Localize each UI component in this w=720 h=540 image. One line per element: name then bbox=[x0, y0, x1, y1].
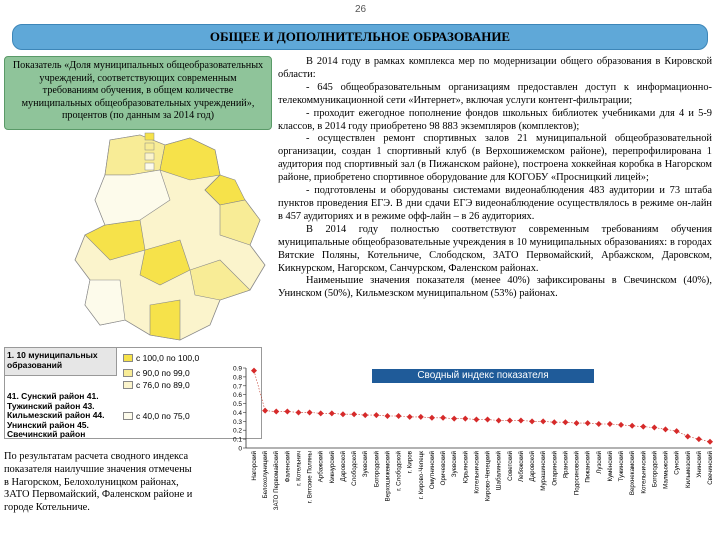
region-map bbox=[70, 130, 270, 345]
x-tick-label: Мурашинский bbox=[540, 451, 548, 491]
map-legend bbox=[4, 347, 262, 439]
y-tick-label: 0.9 bbox=[232, 365, 242, 373]
data-point bbox=[251, 368, 257, 374]
data-point bbox=[629, 423, 635, 429]
chart-title: Сводный индекс показателя bbox=[372, 369, 594, 383]
legend-swatch bbox=[123, 354, 133, 362]
x-tick-label: Опаринский bbox=[551, 451, 559, 486]
x-tick-label: Слободской bbox=[351, 451, 359, 486]
conclusion-text: По результатам расчета сводного индекса показателя наилучшие значения отмечены в Нагорском, Белохолуницком районах, ЗАТО Первомайский, Фаленском районе и городе Котельниче. bbox=[4, 451, 193, 514]
body-paragraph: - подготовлены и оборудованы системами видеонаблюдения 483 аудитории и 73 штаба пунктов проведения ЕГЭ. В дни сдачи ЕГЭ видеонаблюдение осуществлялось в режиме он-лайн в 457 аудиториях и в режиме офф-лайн – в 26 аудиториях. bbox=[278, 185, 712, 222]
page-number: 26 bbox=[355, 4, 367, 15]
x-tick-label: Лузский bbox=[595, 451, 603, 474]
body-paragraph: Наименьшие значения показателя (менее 40%) зафиксированы в Свечинском (40%), Унинском (50%), Кильмезском муниципальном (53%) районах. bbox=[278, 275, 712, 300]
x-tick-label: Шабалинский bbox=[495, 451, 503, 491]
legend-swatch bbox=[123, 381, 133, 389]
x-tick-label: г. Котельнич bbox=[295, 451, 303, 486]
body-text bbox=[278, 56, 712, 301]
x-tick-label: Зуевский bbox=[362, 451, 370, 478]
data-point bbox=[340, 411, 346, 417]
page-title: ОБЩЕЕ И ДОПОЛНИТЕЛЬНОЕ ОБРАЗОВАНИЕ bbox=[209, 29, 511, 44]
legend-district-list: 41. Сунский район 41. Тужинский район 43. Кильмезский район 44. Унинский район 45. Свечинский район bbox=[7, 391, 105, 439]
x-tick-label: Верхошижемский bbox=[384, 451, 392, 502]
data-point bbox=[496, 417, 502, 423]
x-tick-label: Пижанский bbox=[584, 451, 592, 483]
x-tick-label: Кирово-Чепецкий bbox=[484, 451, 492, 502]
data-point bbox=[295, 409, 301, 415]
legend-range-label: с 100,0 по 100,0 bbox=[136, 353, 200, 363]
y-tick-label: 0.3 bbox=[232, 418, 242, 426]
x-tick-label: Котельничский bbox=[640, 451, 648, 494]
x-tick-label: Даровской bbox=[339, 451, 347, 482]
body-paragraph: В 2014 году полностью соответствуют современным требованиям обучения муниципальные общеобразовательные учреждения в 10 муниципальных образованиях: в городах Вятские Поляны, Котельниче, Слободском, ЗАТО Первомайский, Арбажском, Даровском, Кикнурском, Нагорском, Санчурском, Фаленском районах. bbox=[278, 223, 712, 274]
data-point bbox=[707, 439, 713, 445]
x-tick-label: Зуевский bbox=[451, 451, 459, 478]
x-tick-label: Кикнурский bbox=[328, 451, 336, 484]
legend-range-label: с 40,0 по 75,0 bbox=[136, 411, 190, 421]
map-legend-swatch bbox=[145, 143, 154, 150]
data-point bbox=[284, 409, 290, 415]
data-point bbox=[273, 409, 279, 415]
legend-range-label: с 76,0 по 89,0 bbox=[136, 380, 190, 390]
x-tick-label: г. Кирово-Чепецк bbox=[417, 451, 425, 500]
y-tick-label: 0.7 bbox=[232, 383, 242, 391]
body-paragraph: - осуществлен ремонт спортивных залов 21 муниципальной общеобразовательной организации, создан 1 спортивный клуб (в Верхошижемском районе), перепрофилирована 1 аудитория под спортивный зал (в Пижанском районе), построена хоккейная коробка в Нагорском районе, приобретено спортивное оборудование для КОГОБУ «Просницкий лицей»; bbox=[278, 133, 712, 184]
data-point bbox=[440, 415, 446, 421]
x-tick-label: Оричевский bbox=[440, 451, 448, 486]
data-point bbox=[329, 410, 335, 416]
data-point bbox=[696, 436, 702, 442]
data-point bbox=[540, 418, 546, 424]
data-point bbox=[429, 415, 435, 421]
data-point bbox=[640, 424, 646, 430]
data-point bbox=[551, 419, 557, 425]
data-point bbox=[307, 409, 313, 415]
legend-range-row bbox=[123, 353, 199, 363]
x-tick-label: Фаленский bbox=[284, 451, 292, 483]
y-tick-label: 0.6 bbox=[232, 392, 242, 400]
body-paragraph: - 645 общеобразовательным организациям предоставлен доступ к информационно-телекоммуникационной сети «Интернет», включая услуги контент-фильтрации; bbox=[278, 81, 712, 106]
data-point bbox=[518, 417, 524, 423]
legend-swatch bbox=[123, 369, 133, 377]
map-region bbox=[85, 280, 125, 325]
x-tick-label: Богородский bbox=[651, 451, 659, 488]
legend-range-label: с 90,0 по 99,0 bbox=[136, 368, 190, 378]
x-tick-label: Юрьянский bbox=[462, 451, 470, 484]
data-point bbox=[685, 433, 691, 439]
x-tick-label: г. Вятские Поляны bbox=[306, 451, 314, 504]
x-tick-label: Котельничский bbox=[473, 451, 481, 494]
legend-range-row bbox=[123, 411, 190, 421]
x-tick-label: Лебяжский bbox=[517, 451, 525, 483]
x-tick-label: Малмыжский bbox=[662, 451, 670, 489]
data-point bbox=[562, 419, 568, 425]
x-tick-label: Кильмезский bbox=[684, 451, 692, 488]
x-tick-label: ЗАТО Первомайский bbox=[273, 451, 281, 511]
kirov-region-map bbox=[70, 130, 270, 345]
x-tick-label: Омутнинский bbox=[428, 451, 436, 490]
data-point bbox=[485, 417, 491, 423]
x-tick-label: г. Слободской bbox=[395, 451, 403, 491]
body-paragraph: - проходит ежегодное пополнение фондов школьных библиотек учебниками для 4 и 5-9 классов, в 2014 году приобретено 98 883 экземпляров (комплектов); bbox=[278, 107, 712, 132]
data-point bbox=[396, 413, 402, 419]
data-point bbox=[418, 414, 424, 420]
data-point bbox=[618, 422, 624, 428]
y-tick-label: 0.2 bbox=[232, 427, 242, 435]
data-point bbox=[585, 420, 591, 426]
y-tick-label: 0 bbox=[238, 445, 242, 453]
data-point bbox=[462, 416, 468, 422]
legend-top-label: 1. 10 муниципальных образований bbox=[5, 348, 117, 376]
legend-swatch bbox=[123, 412, 133, 420]
data-point bbox=[663, 426, 669, 432]
x-tick-label: Сунский bbox=[673, 451, 681, 475]
data-point bbox=[529, 418, 535, 424]
x-tick-label: Яранский bbox=[562, 451, 570, 479]
x-tick-label: Белохолуницкий bbox=[262, 451, 270, 499]
x-tick-label: Свечинский bbox=[707, 451, 714, 485]
data-point bbox=[507, 417, 513, 423]
data-point bbox=[473, 417, 479, 423]
data-point bbox=[351, 411, 357, 417]
data-point bbox=[574, 420, 580, 426]
x-tick-label: Тужинский bbox=[618, 451, 626, 482]
data-point bbox=[596, 421, 602, 427]
map-legend-swatch bbox=[145, 163, 154, 170]
y-tick-label: 0.5 bbox=[232, 401, 242, 409]
x-tick-label: Верхнекамский bbox=[629, 451, 637, 496]
data-point bbox=[384, 413, 390, 419]
body-paragraph: В 2014 году в рамках комплекса мер по модернизации общего образования в Кировской области: bbox=[278, 56, 712, 80]
y-tick-label: 0.1 bbox=[232, 436, 242, 444]
data-point bbox=[607, 421, 613, 427]
data-point bbox=[362, 412, 368, 418]
data-point bbox=[674, 428, 680, 434]
map-region bbox=[150, 300, 180, 340]
x-tick-label: Подосиновский bbox=[573, 451, 581, 496]
data-point bbox=[451, 416, 457, 422]
data-point bbox=[651, 425, 657, 431]
x-tick-label: Кумёнский bbox=[606, 451, 614, 482]
data-point bbox=[407, 414, 413, 420]
data-point bbox=[262, 408, 268, 414]
y-tick-label: 0.8 bbox=[232, 374, 242, 382]
x-tick-label: Унинский bbox=[695, 451, 703, 478]
indicator-box: Показатель «Доля муниципальных общеобразовательных учреждений, соответствующих современным требованиям обучения, в общем количестве муниципальных общеобразовательных учреждений», процентов (по данным за 2014 год) bbox=[4, 56, 272, 130]
data-point bbox=[373, 412, 379, 418]
x-tick-label: Богородский bbox=[373, 451, 381, 488]
map-legend-swatch bbox=[145, 153, 154, 160]
legend-range-row bbox=[123, 380, 190, 390]
data-point bbox=[318, 410, 324, 416]
title-banner bbox=[12, 24, 708, 50]
map-legend-swatch bbox=[145, 133, 154, 140]
x-tick-label: Советский bbox=[506, 451, 514, 481]
legend-range-row bbox=[123, 368, 190, 378]
x-tick-label: Нагорский bbox=[251, 451, 258, 481]
x-tick-label: Арбажский bbox=[317, 451, 325, 483]
x-tick-label: Даровской bbox=[529, 451, 537, 482]
y-tick-label: 0.4 bbox=[232, 409, 242, 417]
x-tick-label: г. Киров bbox=[406, 451, 414, 474]
